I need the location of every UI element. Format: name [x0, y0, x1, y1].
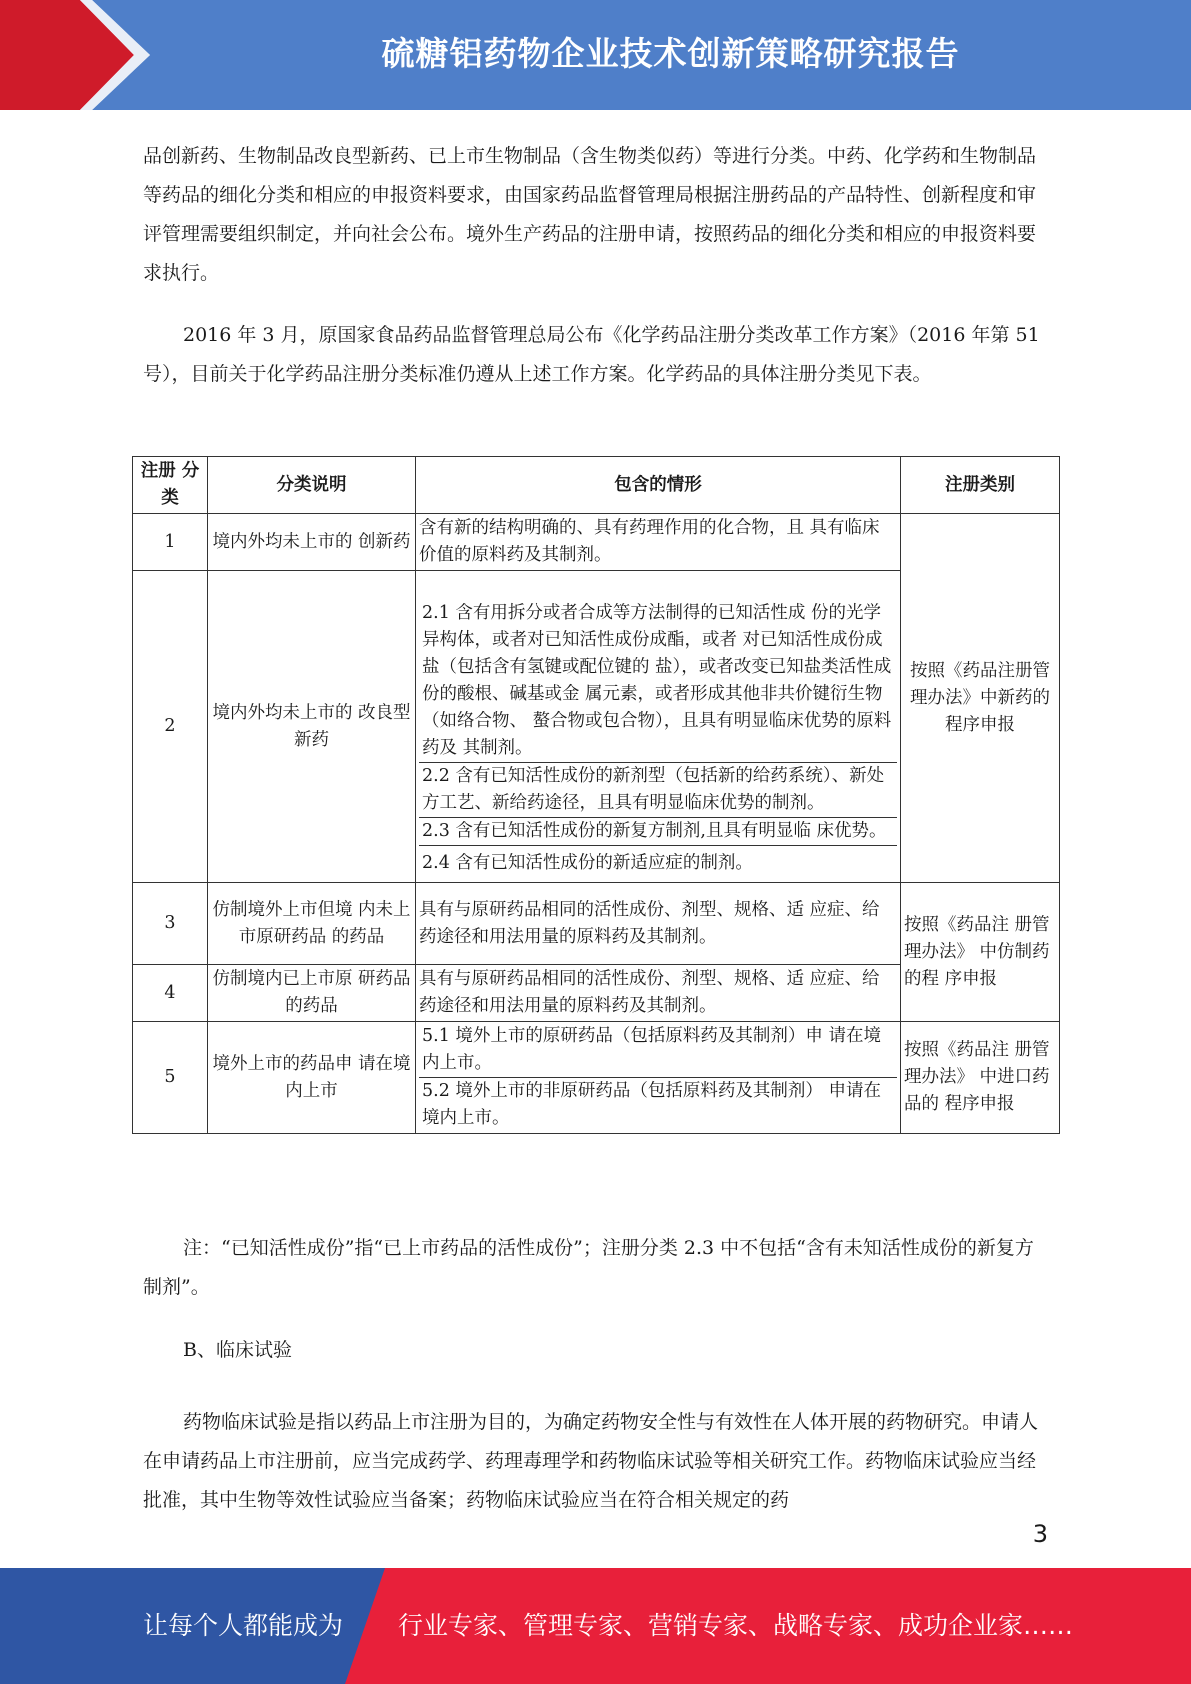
situation-2-3: 2.3 含有已知活性成份的新复方制剂,且具有明显临 床优势。 — [419, 818, 897, 846]
situation-5-2: 5.2 境外上市的非原研药品（包括原料药及其制剂） 申请在境内上市。 — [422, 1081, 881, 1128]
row-situations — [416, 1022, 901, 1134]
type-import: 按照《药品注 册管理办法》 中进口药品的 程序申报 — [901, 1022, 1060, 1134]
row-description: 境内外均未上市的 改良型新药 — [208, 571, 416, 883]
situation-2-2: 2.2 含有已知活性成份的新剂型（包括新的给药系统）、新处方工艺、新给药途径，且具有明显临床优势的制剂。 — [419, 763, 897, 818]
paragraph-2: 2016 年 3 月，原国家食品药品监督管理总局公布《化学药品注册分类改革工作方案》（2016 年第 51 号），目前关于化学药品注册分类标准仍遵从上述工作方案。化学药品的具体注册分类见下表。 — [143, 324, 1040, 385]
table-row — [133, 1022, 1060, 1134]
row-category: 3 — [133, 883, 208, 965]
row-category: 4 — [133, 965, 208, 1022]
paragraph-3: 药物临床试验是指以药品上市注册为目的，为确定药物安全性与有效性在人体开展的药物研究。申请人在申请药品上市注册前，应当完成药学、药理毒理学和药物临床试验等相关研究工作。药物临床试验应当经批准，其中生物等效性试验应当备案；药物临床试验应当在符合相关规定的药 — [143, 1411, 1039, 1511]
row-description: 仿制境外上市但境 内未上市原研药品 的药品 — [208, 883, 416, 965]
page-footer — [0, 1568, 1191, 1684]
header-description: 分类说明 — [208, 457, 416, 514]
row-category: 5 — [133, 1022, 208, 1134]
header-arrow-logo — [0, 0, 160, 110]
footer-slogan-left: 让每个人都能成为 — [143, 1611, 344, 1640]
table-row — [133, 514, 1060, 571]
situation-5-1: 5.1 境外上市的原研药品（包括原料药及其制剂）申 请在境内上市。 — [419, 1023, 897, 1078]
type-new-drug: 按照《药品注册管理办法》中新药的程序申报 — [901, 514, 1060, 883]
report-title: 硫糖铝药物企业技术创新策略研究报告 — [381, 34, 960, 73]
chemical-drug-registration-table — [132, 456, 1060, 1134]
table-row — [133, 883, 1060, 965]
row-situation: 含有新的结构明确的、具有药理作用的化合物，且 具有临床价值的原料药及其制剂。 — [416, 514, 901, 571]
page-number: 3 — [1032, 1520, 1048, 1548]
situation-2-4: 2.4 含有已知活性成份的新适应症的制剂。 — [422, 853, 753, 873]
paragraph-1: 品创新药、生物制品改良型新药、已上市生物制品（含生物类似药）等进行分类。中药、化学药和生物制品等药品的细化分类和相应的申报资料要求，由国家药品监督管理局根据注册药品的产品特性、创新程度和审评管理需要组织制定，并向社会公布。境外生产药品的注册申请，按照药品的细化分类和相应的申报资料要求执行。 — [143, 145, 1037, 284]
situation-2-1: 2.1 含有用拆分或者合成等方法制得的已知活性成 份的光学异构体，或者对已知活性成份成酯，或者 对已知活性成份成盐（包括含有氢键或配位键的 盐），或者改变已知盐类活性成份的酸根、碱基或金 属元素，或者形成其他非共价键衍生物（如络合物、 螯合物或包合物），且具有明显临床优势的原料药及 其制剂。 — [419, 572, 897, 763]
table-header-row — [133, 457, 1060, 514]
row-description: 境外上市的药品申 请在境内上市 — [208, 1022, 416, 1134]
row-situation: 具有与原研药品相同的活性成份、剂型、规格、适 应症、给药途径和用法用量的原料药及其制剂。 — [416, 883, 901, 965]
row-description: 境内外均未上市的 创新药 — [208, 514, 416, 571]
row-category: 2 — [133, 571, 208, 883]
section-heading-b: B、临床试验 — [183, 1339, 292, 1361]
type-generic: 按照《药品注 册管理办法》 中仿制药的程 序申报 — [901, 883, 1060, 1022]
row-situation: 具有与原研药品相同的活性成份、剂型、规格、适 应症、给药途径和用法用量的原料药及其制剂。 — [416, 965, 901, 1022]
row-situations — [416, 571, 901, 883]
row-category: 1 — [133, 514, 208, 571]
header-category: 注册 分类 — [133, 457, 208, 514]
header-situations: 包含的情形 — [416, 457, 901, 514]
page-header — [0, 0, 1191, 110]
footer-slogan-right: 行业专家、管理专家、营销专家、战略专家、成功企业家…… — [398, 1611, 1074, 1640]
table-note: 注：“已知活性成份”指“已上市药品的活性成份”；注册分类 2.3 中不包括“含有未知活性成份的新复方制剂”。 — [143, 1237, 1034, 1298]
header-type: 注册类别 — [901, 457, 1060, 514]
row-description: 仿制境内已上市原 研药品的药品 — [208, 965, 416, 1022]
